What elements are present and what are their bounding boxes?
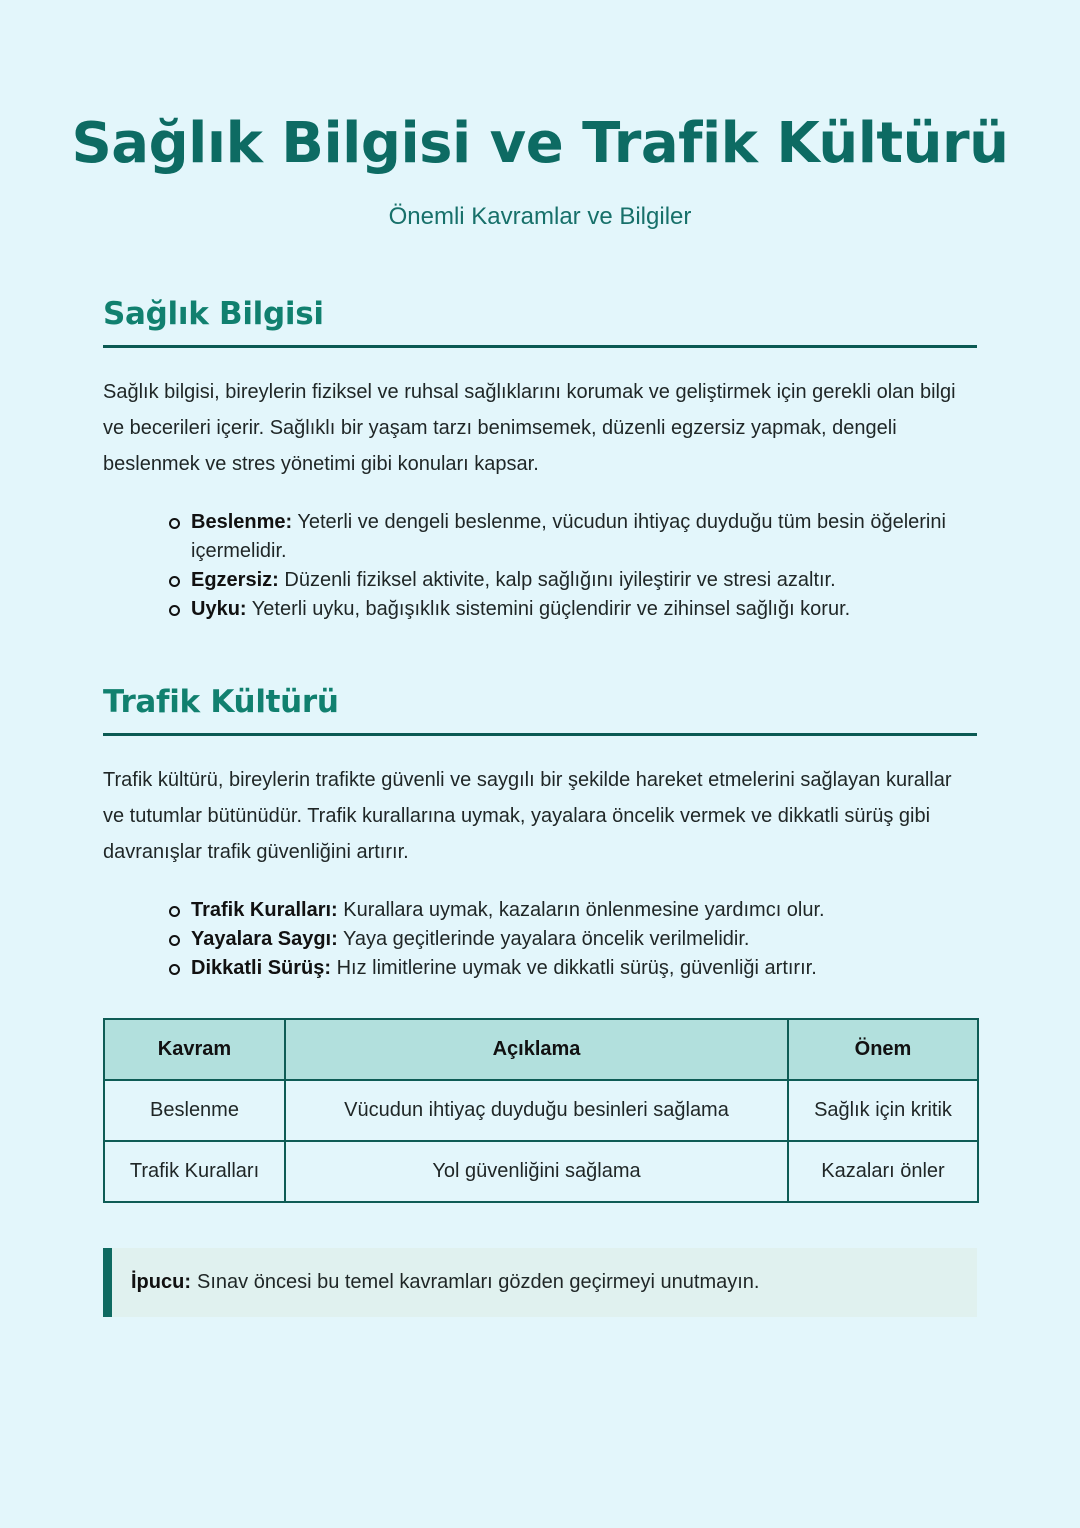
tip-text: Sınav öncesi bu temel kavramları gözden geçirmeyi unutmayın.: [197, 1271, 760, 1293]
table-row: [104, 1080, 978, 1141]
bullet-list-saglik: [191, 508, 961, 624]
list-item: [191, 566, 961, 595]
bullet-icon: [169, 576, 180, 587]
list-item: [191, 954, 961, 983]
list-item: [191, 925, 961, 954]
bullet-icon: [169, 906, 180, 917]
table-cell: Beslenme: [104, 1080, 285, 1141]
section-heading-trafik: Trafik Kültürü: [103, 684, 339, 720]
table-cell: Yol güvenliğini sağlama: [285, 1141, 788, 1202]
bullet-text: Düzenli fiziksel aktivite, kalp sağlığını iyileştirir ve stresi azaltır.: [284, 569, 836, 591]
section-divider: [103, 733, 977, 736]
bullet-term: Egzersiz:: [191, 569, 279, 591]
tip-callout: [103, 1248, 977, 1317]
list-item: [191, 896, 961, 925]
page-subtitle: Önemli Kavramlar ve Bilgiler: [388, 203, 692, 230]
table-cell: Sağlık için kritik: [788, 1080, 978, 1141]
bullet-icon: [169, 964, 180, 975]
bullet-text: Kurallara uymak, kazaların önlenmesine yardımcı olur.: [343, 899, 825, 921]
table-cell: Trafik Kuralları: [104, 1141, 285, 1202]
bullet-text: Yaya geçitlerinde yayalara öncelik verilmelidir.: [342, 928, 750, 950]
concept-table: [103, 1018, 979, 1203]
section-divider: [103, 345, 977, 348]
table-cell: Kazaları önler: [788, 1141, 978, 1202]
section-paragraph-saglik: Sağlık bilgisi, bireylerin fiziksel ve ruhsal sağlıklarını korumak ve geliştirmek için gerekli olan bilgi ve becerileri içerir. Sağlıklı bir yaşam tarzı benimsemek, düzenli egzersiz yapmak, dengeli beslenmek ve stres yönetimi gibi konuları kapsar.: [103, 381, 956, 475]
section-paragraph-trafik: Trafik kültürü, bireylerin trafikte güvenli ve saygılı bir şekilde hareket etmelerini sağlayan kurallar ve tutumlar bütünüdür. Trafik kurallarına uymak, yayalara öncelik vermek ve dikkatli sürüş gibi davranışlar trafik güvenliğini artırır.: [103, 769, 952, 863]
list-item: [191, 508, 961, 566]
bullet-text: Yeterli uyku, bağışıklık sistemini güçlendirir ve zihinsel sağlığı korur.: [251, 598, 851, 620]
section-heading-saglik: Sağlık Bilgisi: [103, 296, 324, 332]
table-row: [104, 1141, 978, 1202]
bullet-icon: [169, 518, 180, 529]
table-header-row: [104, 1019, 978, 1080]
bullet-term: Trafik Kuralları:: [191, 899, 338, 921]
bullet-text: Hız limitlerine uymak ve dikkatli sürüş, güvenliği artırır.: [336, 957, 817, 979]
bullet-icon: [169, 935, 180, 946]
table-header-cell: Kavram: [104, 1019, 285, 1080]
bullet-text: Yeterli ve dengeli beslenme, vücudun ihtiyaç duyduğu tüm besin öğelerini içermelidir.: [191, 511, 946, 562]
bullet-term: Beslenme:: [191, 511, 293, 533]
page-title: Sağlık Bilgisi ve Trafik Kültürü: [71, 111, 1009, 176]
bullet-term: Dikkatli Sürüş:: [191, 957, 332, 979]
bullet-term: Yayalara Saygı:: [191, 928, 338, 950]
table-cell: Vücudun ihtiyaç duyduğu besinleri sağlama: [285, 1080, 788, 1141]
tip-label: İpucu:: [131, 1271, 191, 1293]
table-header-cell: Önem: [788, 1019, 978, 1080]
list-item: [191, 595, 961, 624]
bullet-list-trafik: [191, 896, 961, 983]
bullet-icon: [169, 605, 180, 616]
bullet-term: Uyku:: [191, 598, 247, 620]
table-header-cell: Açıklama: [285, 1019, 788, 1080]
